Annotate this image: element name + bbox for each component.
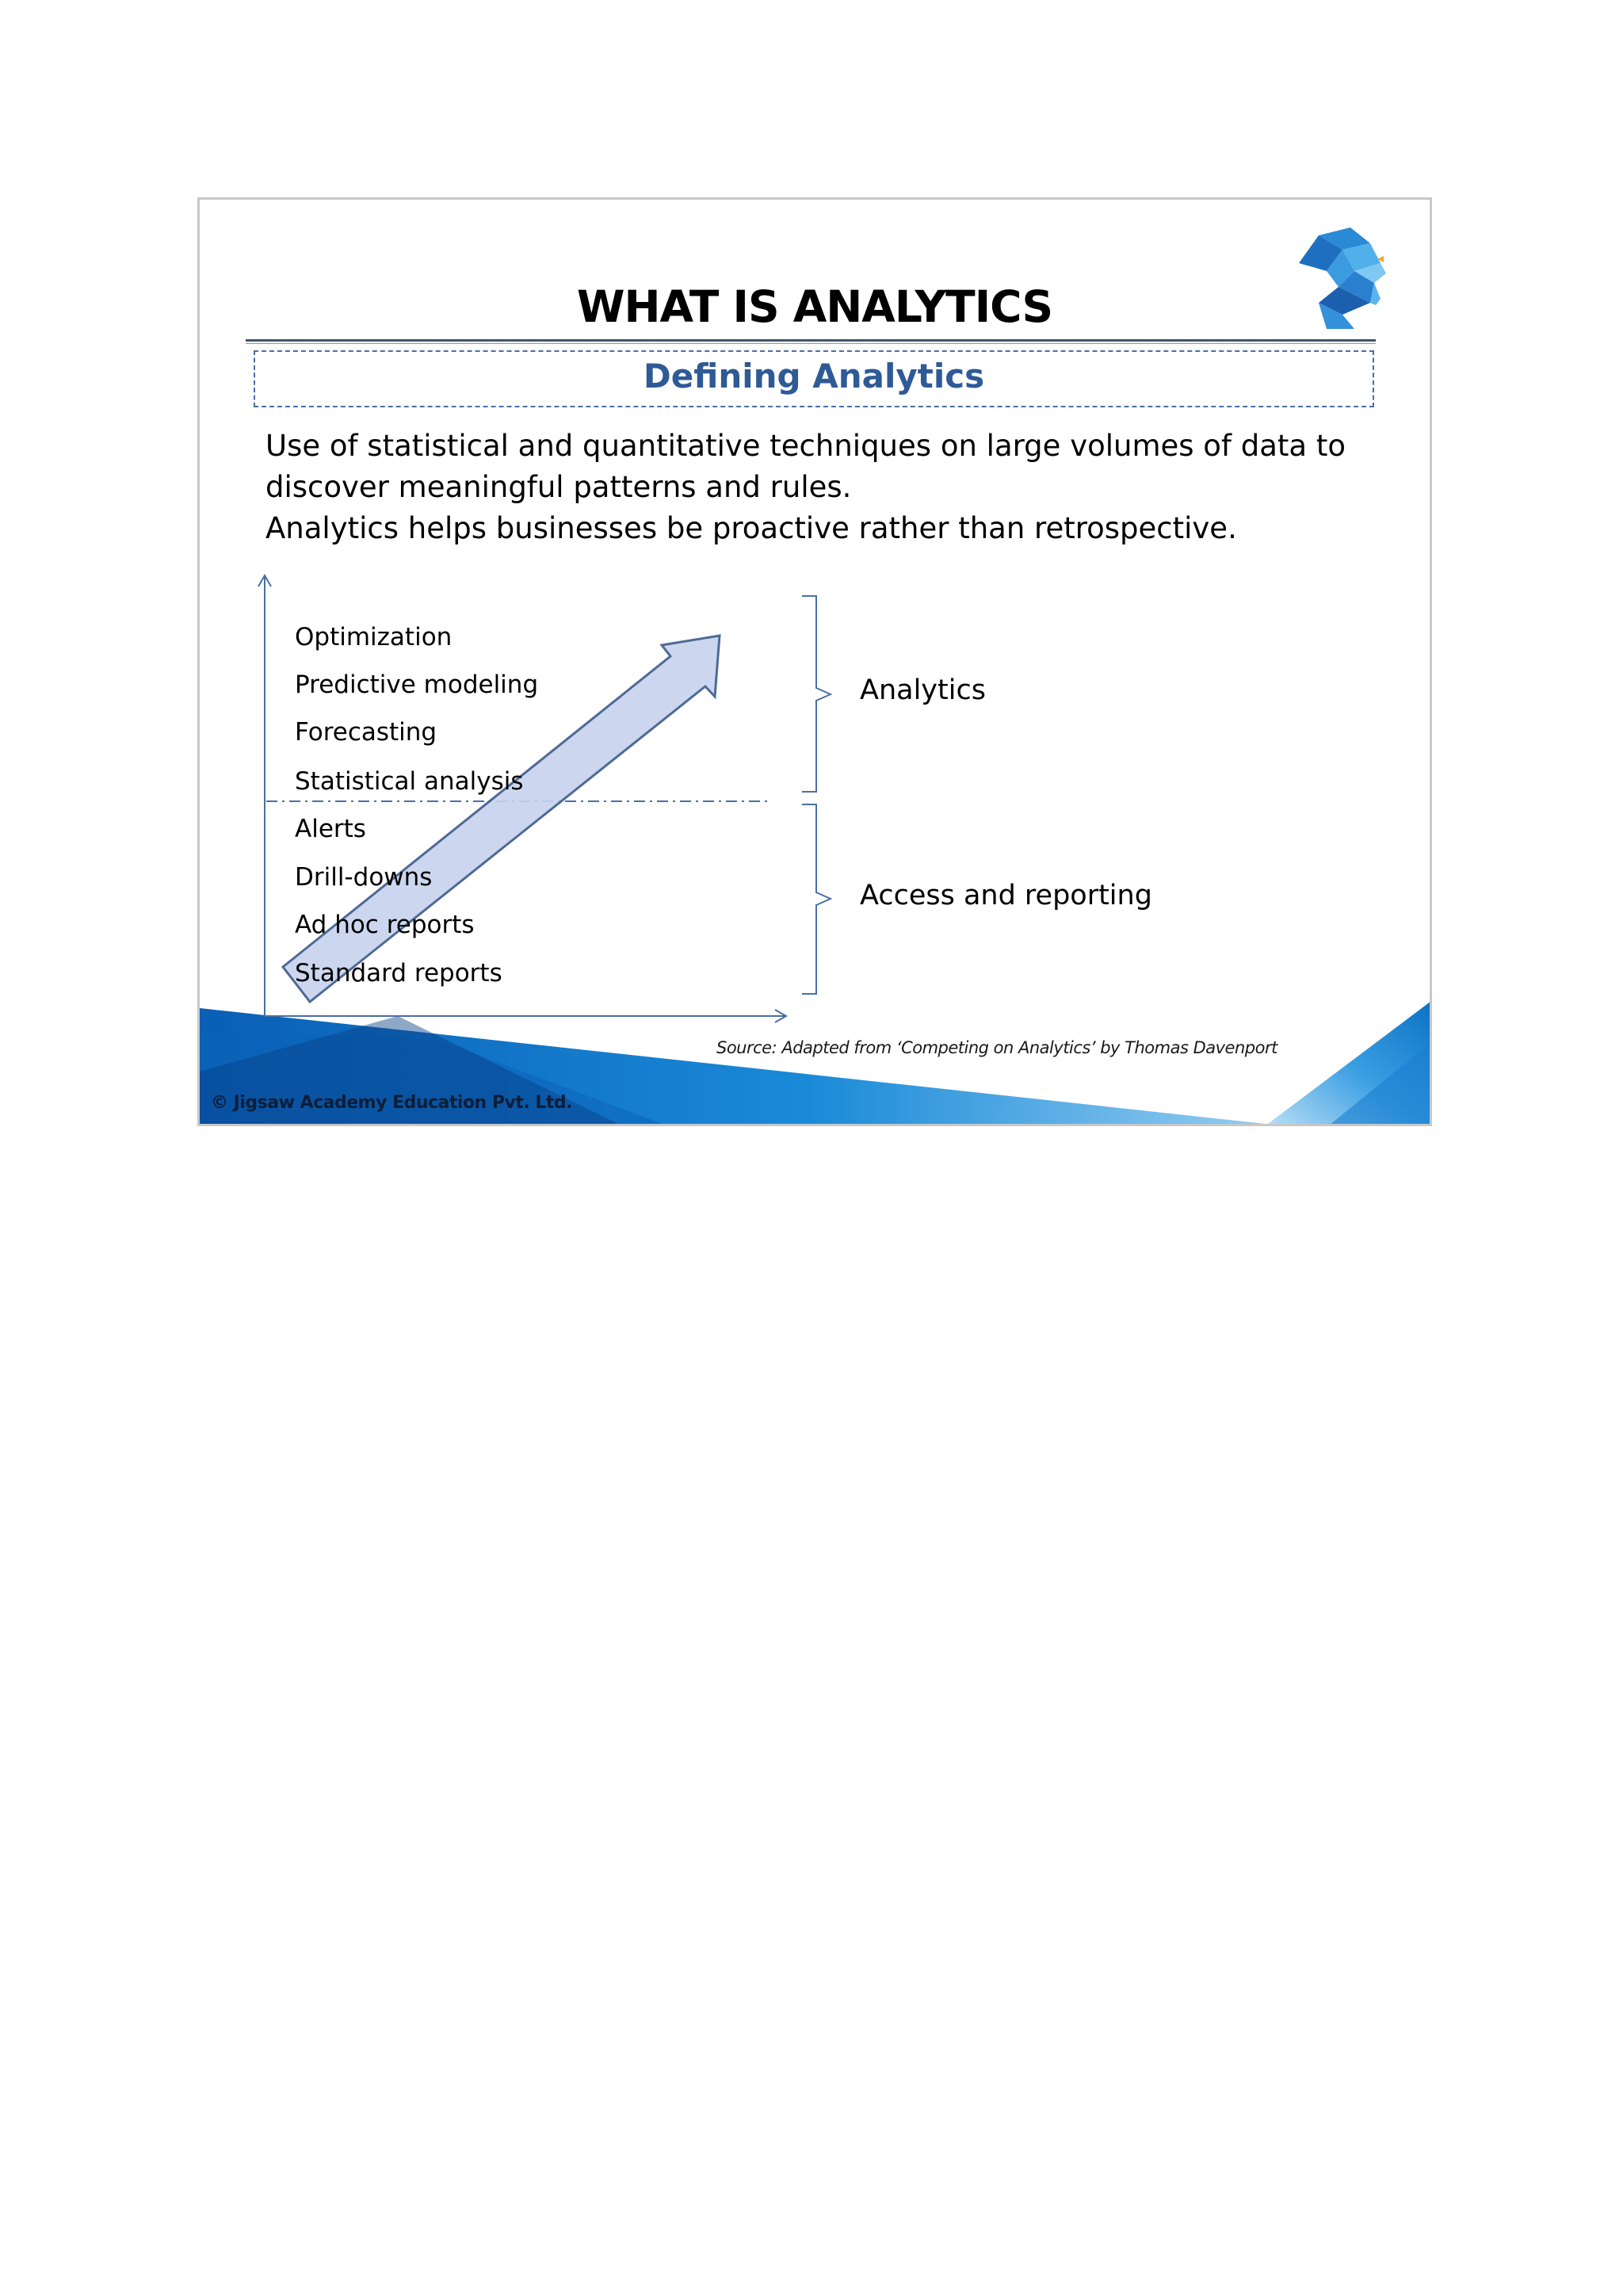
level-ad-hoc-reports: Ad hoc reports: [295, 911, 475, 939]
analytics-bracket: [802, 596, 831, 792]
level-forecasting: Forecasting: [295, 718, 437, 747]
description-line: Use of statistical and quantitative techniques on large volumes of data to: [265, 429, 1346, 463]
level-statistical-analysis: Statistical analysis: [295, 767, 524, 796]
description-line: discover meaningful patterns and rules.: [265, 470, 852, 504]
slide-subtitle: Defining Analytics: [643, 357, 985, 395]
level-alerts: Alerts: [295, 815, 366, 843]
access-bracket: [802, 804, 831, 994]
source-note: Source: Adapted from ‘Competing on Analytics’ by Thomas Davenport: [716, 1038, 1277, 1057]
category-analytics: Analytics: [860, 674, 986, 706]
description-line: Analytics helps businesses be proactive rather than retrospective.: [265, 511, 1237, 545]
level-standard-reports: Standard reports: [295, 959, 502, 988]
level-predictive-modeling: Predictive modeling: [295, 670, 539, 699]
level-optimization: Optimization: [295, 623, 453, 651]
copyright: © Jigsaw Academy Education Pvt. Ltd.: [211, 1093, 573, 1113]
slide: [197, 197, 1432, 1126]
category-access-and-reporting: Access and reporting: [860, 880, 1152, 911]
level-drill-downs: Drill-downs: [295, 863, 433, 892]
slide-title: WHAT IS ANALYTICS: [576, 281, 1053, 332]
